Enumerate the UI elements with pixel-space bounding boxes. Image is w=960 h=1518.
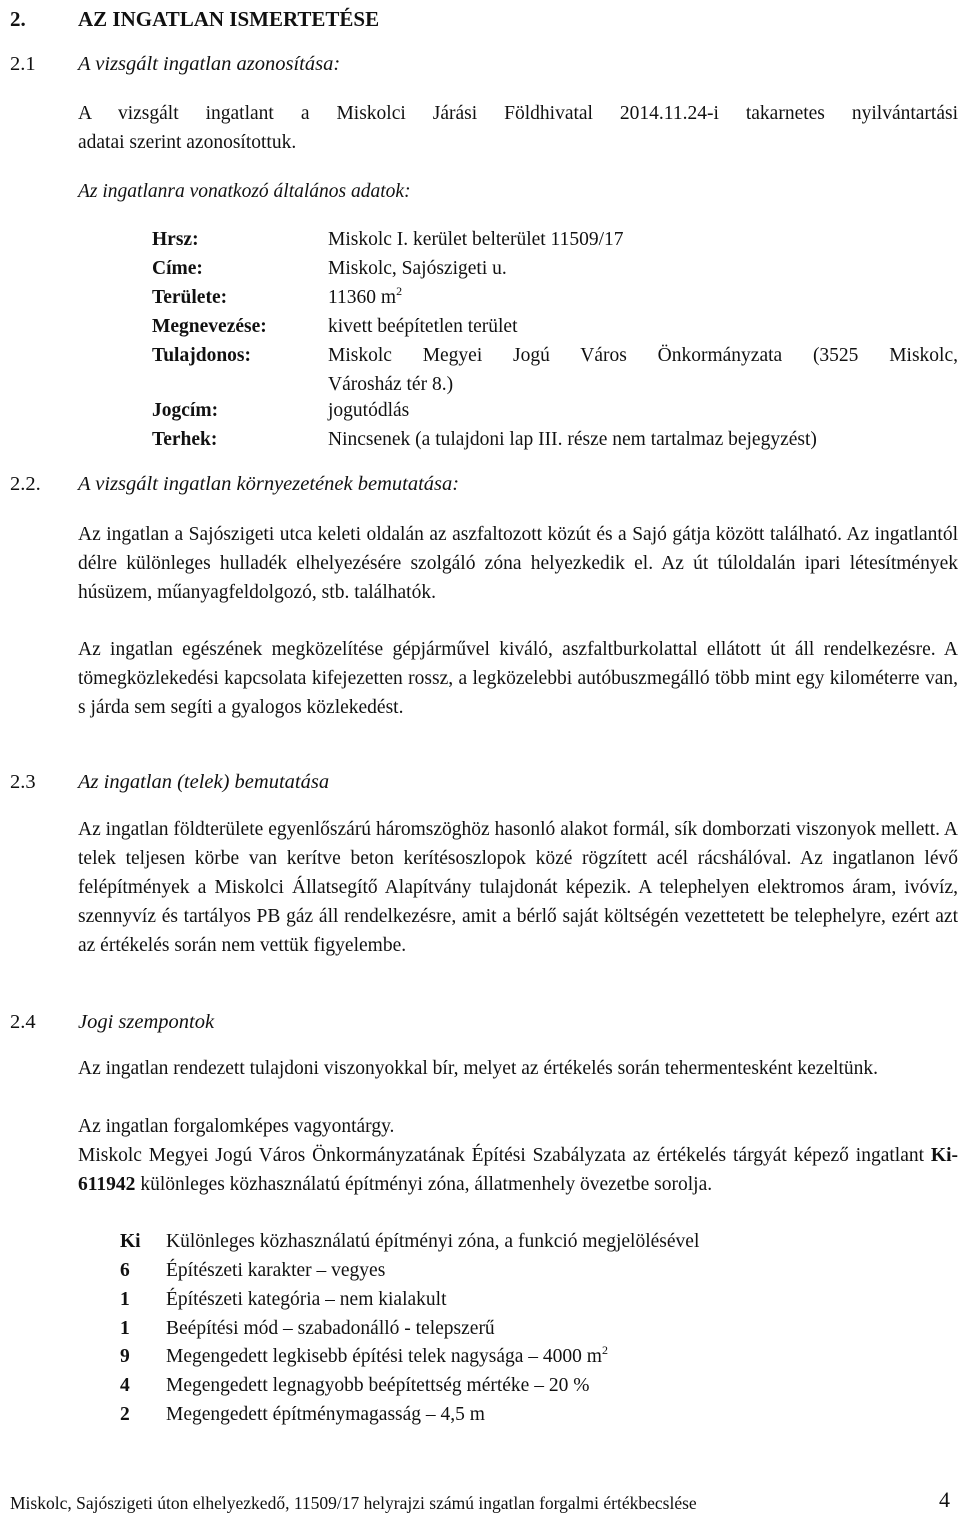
subsection-title: Jogi szempontok	[78, 1011, 215, 1033]
label-hrsz: Hrsz:	[152, 229, 199, 250]
zone-code: 1	[120, 1318, 130, 1339]
zone-code-description: Megengedett építménymagasság – 4,5 m	[166, 1404, 485, 1425]
label-megnevezese: Megnevezése:	[152, 316, 267, 337]
label-jogcim: Jogcím:	[152, 400, 219, 421]
zone-code-row	[120, 1256, 385, 1285]
area-unit-exponent: 2	[601, 1343, 608, 1357]
value-hrsz: Miskolc I. kerület belterület 11509/17	[328, 229, 624, 250]
zone-code-description: Beépítési mód – szabadonálló - telepszerű	[166, 1318, 495, 1339]
subsection-number: 2.1	[10, 53, 36, 75]
subsection-title: A vizsgált ingatlan környezetének bemutatása:	[78, 473, 460, 495]
zone-code-row	[120, 1227, 699, 1256]
subsection-title: A vizsgált ingatlan azonosítása:	[78, 53, 341, 75]
section-heading	[10, 5, 379, 34]
section-title: AZ INGATLAN ISMERTETÉSE	[78, 7, 380, 31]
environment-paragraph-1: Az ingatlan a Sajószigeti utca keleti oldalán az aszfaltozott közút és a Sajó gátja között található. Az ingatlantól délre különleges hulladék elhelyezésére szolgáló zóna helyezkedik el. Az út túloldalán ipari létesítmények húsüzem, műanyagfeldolgozó, stb. találhatók.	[78, 524, 958, 603]
label-cime: Címe:	[152, 258, 203, 279]
subsection-number: 2.2.	[10, 473, 41, 495]
subsection-number: 2.4	[10, 1011, 36, 1033]
area-unit-exponent: 2	[396, 284, 403, 298]
zone-code: 6	[120, 1260, 130, 1281]
identification-paragraph	[78, 99, 958, 157]
value-tulajdonos	[328, 341, 958, 399]
subsection-title: Az ingatlan (telek) bemutatása	[78, 771, 330, 793]
zone-code-row	[120, 1342, 608, 1371]
zone-code: 2	[120, 1404, 130, 1425]
label-terhek: Terhek:	[152, 429, 218, 450]
value-jogcim: jogutódlás	[328, 400, 410, 421]
subsection-heading-2-3	[10, 768, 329, 797]
zone-code: Ki	[120, 1231, 141, 1252]
page-number: 4	[939, 1487, 950, 1512]
zone-code-description: Különleges közhasználatú építményi zóna, a funkció megjelölésével	[166, 1231, 700, 1252]
label-tulajdonos: Tulajdonos:	[152, 345, 251, 366]
subsection-heading-2-2	[10, 470, 459, 499]
plot-paragraph: Az ingatlan földterülete egyenlőszárú háromszöghöz hasonló alakot formál, sík domborzati viszonyok mellett. A telek teljesen körbe van kerítve beton kerítésoszlopok közé rögzített acél rácshálóval. Az ingatlanon lévő felépítmények a Miskolci Állatsegítő Alapítvány tulajdonát képezik. A telephelyen elektromos áram, ivóvíz, szennyvíz és tartályos PB gáz áll rendelkezésre, amit a bérlő saját költségén vezettetett be telephelyre, ezért azt az értékelés során nem vettük figyelembe.	[78, 819, 958, 956]
zone-code-description: Megengedett legnagyobb beépítettség mértéke – 20 %	[166, 1375, 590, 1396]
zone-code-row	[120, 1285, 446, 1314]
owner-line: Városház tér 8.)	[328, 374, 454, 395]
zone-code-description: Építészeti kategória – nem kialakult	[166, 1289, 447, 1310]
zone-code-description: Építészeti karakter – vegyes	[166, 1260, 386, 1281]
legal-paragraph-3	[78, 1141, 958, 1199]
value-terulete	[328, 283, 958, 312]
general-data-heading: Az ingatlanra vonatkozó általános adatok:	[78, 181, 411, 202]
zone-code-description: Megengedett legkisebb építési telek nagysága – 4000 m	[166, 1346, 602, 1367]
zone-code: 9	[120, 1346, 130, 1367]
zoning-text: különleges közhasználatú építményi zóna, állatmenhely övezetbe sorolja.	[135, 1174, 713, 1195]
subsection-number: 2.3	[10, 771, 36, 793]
area-value: 11360 m	[328, 287, 397, 308]
paragraph-line: adatai szerint azonosítottuk.	[78, 132, 297, 153]
legal-paragraph-1: Az ingatlan rendezett tulajdoni viszonyokkal bír, melyet az értékelés során tehermentesként kezeltünk.	[78, 1058, 879, 1079]
subsection-heading-2-4	[10, 1008, 214, 1037]
page-footer	[10, 1489, 950, 1518]
environment-paragraph-2: Az ingatlan egészének megközelítése gépjárművel kiváló, aszfaltburkolattal ellátott út áll rendelkezésre. A tömegközlekedési kapcsolata kifejezetten rossz, a legközelebbi autóbuszmegálló több mint egy kilométerre van, s járda sem segíti a gyalogos közlekedést.	[78, 639, 958, 718]
owner-line: Miskolc Megyei Jogú Város Önkormányzata (3525 Miskolc,	[328, 345, 958, 366]
section-number: 2.	[10, 7, 26, 31]
subsection-heading-2-1	[10, 50, 340, 79]
zone-code-row	[120, 1371, 589, 1400]
legal-paragraph-2: Az ingatlan forgalomképes vagyontárgy.	[78, 1116, 395, 1137]
value-cime: Miskolc, Sajószigeti u.	[328, 258, 507, 279]
zoning-text: Miskolc Megyei Jogú Város Önkormányzatának Építési Szabályzata az értékelés tárgyát képező ingatlant	[78, 1145, 931, 1166]
label-terulete: Területe:	[152, 287, 228, 308]
value-megnevezese: kivett beépítetlen terület	[328, 316, 518, 337]
footer-text: Miskolc, Sajószigeti úton elhelyezkedő, 11509/17 helyrajzi számú ingatlan forgalmi értékbecslése	[10, 1493, 697, 1513]
zone-code-row	[120, 1400, 485, 1429]
value-terhek: Nincsenek (a tulajdoni lap III. része nem tartalmaz bejegyzést)	[328, 429, 817, 450]
zone-code-row	[120, 1314, 495, 1343]
zone-code: 4	[120, 1375, 130, 1396]
zone-code: 1	[120, 1289, 130, 1310]
zoning-code: Ki-611942	[78, 1145, 958, 1195]
paragraph-line: A vizsgált ingatlant a Miskolci Járási Földhivatal 2014.11.24-i takarnetes nyilvántartási	[78, 103, 958, 124]
